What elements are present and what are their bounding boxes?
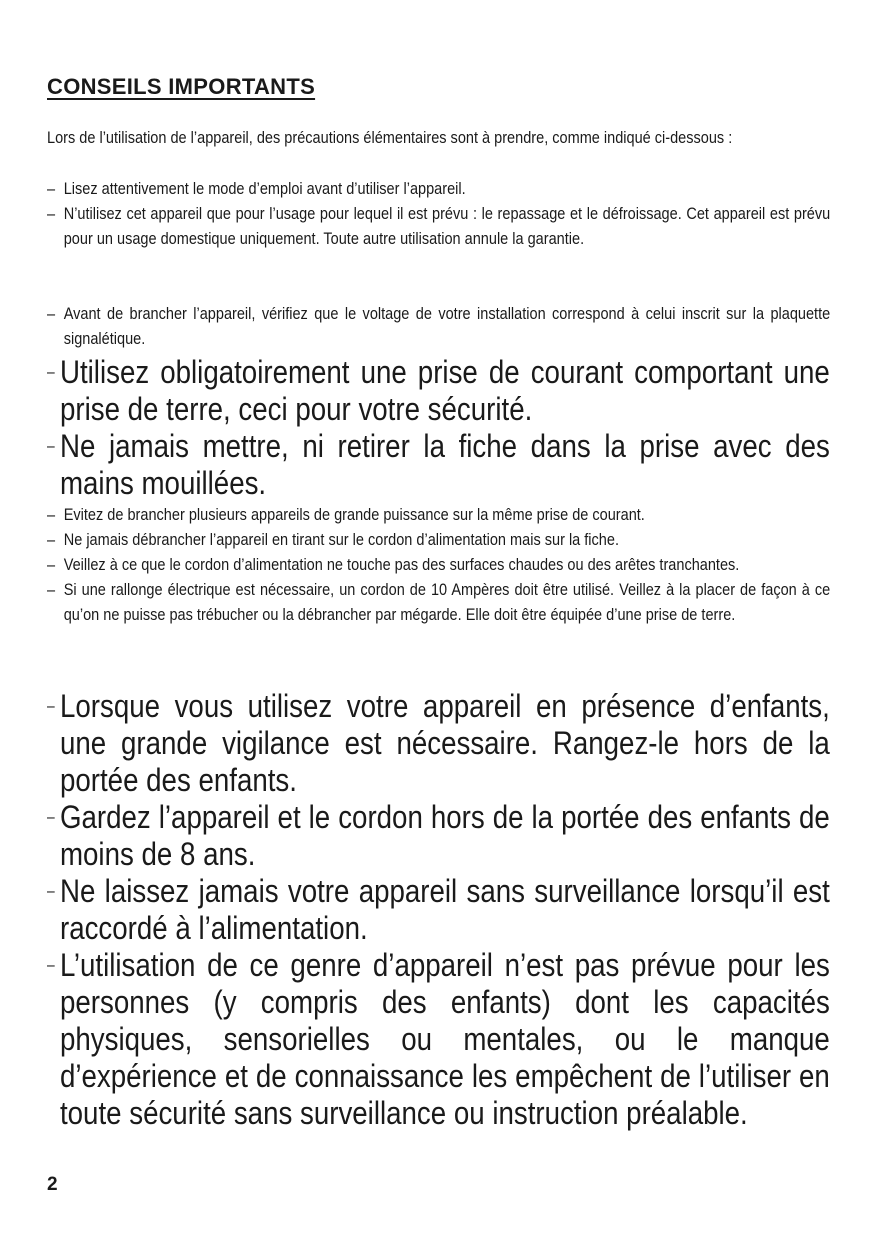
- dash-bullet: –: [47, 438, 55, 455]
- list-item: [47, 202, 830, 252]
- page-title: CONSEILS IMPORTANTS: [47, 74, 316, 99]
- list-item-text: Evitez de brancher plusieurs appareils de grande puissance sur la même prise de courant.: [63, 506, 645, 524]
- list-item: [47, 302, 830, 352]
- safety-list-2: [47, 302, 830, 352]
- dash-bullet: –: [47, 809, 55, 826]
- safety-list-large-1: [47, 354, 830, 502]
- dash-bullet: –: [47, 581, 56, 599]
- dash-bullet: –: [47, 531, 56, 549]
- dash-bullet: –: [47, 364, 55, 381]
- list-item-text: N’utilisez cet appareil que pour l’usage pour lequel il est prévu : le repassage et le défroissage. Cet appareil est prévu pour un usage domestique uniquement. Toute autre utilisation annule la garantie.: [63, 205, 831, 248]
- page-number: 2: [47, 1174, 58, 1195]
- list-item: [47, 528, 830, 553]
- list-item: [47, 428, 830, 502]
- list-item: [47, 688, 830, 799]
- safety-list-3: [47, 503, 830, 628]
- list-item-text: Ne laissez jamais votre appareil sans surveillance lorsqu’il est raccordé à l’alimentation.: [59, 873, 830, 946]
- safety-list-1: [47, 177, 830, 252]
- dash-bullet: –: [47, 506, 56, 524]
- intro-text: Lors de l’utilisation de l’appareil, des précautions élémentaires sont à prendre, comme indiqué ci-dessous :: [47, 129, 733, 147]
- list-item: [47, 503, 830, 528]
- list-item: [47, 947, 830, 1132]
- list-item-text: Lorsque vous utilisez votre appareil en présence d’enfants, une grande vigilance est nécessaire. Rangez-le hors de la portée des enfants.: [59, 688, 830, 798]
- list-item-text: L’utilisation de ce genre d’appareil n’est pas prévue pour les personnes (y compris des enfants) dont les capacités physiques, sensorielles ou mentales, ou le manque d’expérience et de connaissance les empêchent de l’utiliser en toute sécurité sans surveillance ou instruction préalable.: [59, 947, 830, 1131]
- intro-paragraph: [47, 126, 830, 151]
- dash-bullet: –: [47, 698, 55, 715]
- dash-bullet: –: [47, 180, 56, 198]
- dash-bullet: –: [47, 883, 55, 900]
- list-item-text: Avant de brancher l’appareil, vérifiez que le voltage de votre installation correspond à celui inscrit sur la plaquette signalétique.: [63, 305, 831, 348]
- list-item-text: Veillez à ce que le cordon d’alimentation ne touche pas des surfaces chaudes ou des arêtes tranchantes.: [63, 556, 740, 574]
- list-item-text: Si une rallonge électrique est nécessaire, un cordon de 10 Ampères doit être utilisé. Veillez à la placer de façon à ce qu’on ne puisse pas trébucher ou la débrancher par mégarde. Elle doit être équipée d’une prise de terre.: [63, 581, 831, 624]
- dash-bullet: –: [47, 305, 56, 323]
- list-item: [47, 553, 830, 578]
- dash-bullet: –: [47, 957, 55, 974]
- list-item: [47, 799, 830, 873]
- list-item: [47, 177, 830, 202]
- list-item: [47, 873, 830, 947]
- dash-bullet: –: [47, 205, 56, 223]
- list-item: [47, 578, 830, 628]
- list-item-text: Ne jamais débrancher l’appareil en tirant sur le cordon d’alimentation mais sur la fiche.: [63, 531, 619, 549]
- list-item: [47, 354, 830, 428]
- dash-bullet: –: [47, 556, 56, 574]
- list-item-text: Lisez attentivement le mode d’emploi avant d’utiliser l’appareil.: [63, 180, 466, 198]
- safety-list-large-2: [47, 688, 830, 1132]
- list-item-text: Gardez l’appareil et le cordon hors de la portée des enfants de moins de 8 ans.: [59, 799, 830, 872]
- list-item-text: Utilisez obligatoirement une prise de courant comportant une prise de terre, ceci pour votre sécurité.: [59, 354, 830, 427]
- list-item-text: Ne jamais mettre, ni retirer la fiche dans la prise avec des mains mouillées.: [59, 428, 830, 501]
